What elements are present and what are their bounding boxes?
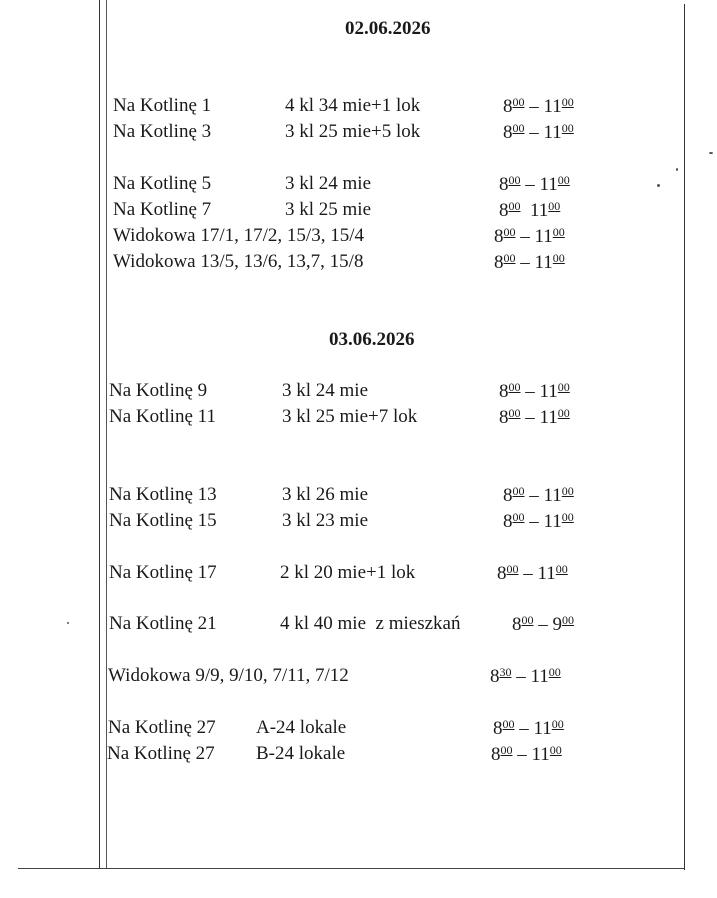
row-time: $8^{00} - 11^{00}$: [491, 743, 562, 765]
row-time: $8^{00} - 11^{00}$: [503, 484, 574, 506]
schedule-row: [0, 717, 717, 741]
row-time: $8^{00} - 11^{00}$: [494, 251, 565, 273]
row-address: Widokowa 17/1, 17/2, 15/3, 15/4: [113, 225, 364, 246]
row-address: Na Kotlinę 5: [113, 173, 212, 194]
row-time: $8^{00} - 11^{00}$: [503, 510, 574, 532]
schedule-row: [0, 225, 717, 249]
row-units: 3 kl 24 mie: [285, 173, 372, 194]
row-time: $8^{00} - 11^{00}$: [499, 406, 570, 428]
scan-speck: [709, 152, 713, 154]
schedule-row: [0, 406, 717, 430]
schedule-row: [0, 173, 717, 197]
row-address: Na Kotlinę 15: [109, 510, 217, 531]
schedule-row: [0, 743, 717, 767]
scan-speck: [657, 184, 660, 187]
row-time: $8^{00}$ $11^{00}$: [499, 199, 561, 221]
section-date-heading: 03.06.2026: [329, 329, 415, 350]
row-address: Na Kotlinę 21: [109, 613, 217, 634]
row-time: $8^{30} - 11^{00}$: [490, 665, 561, 687]
schedule-row: [0, 665, 717, 689]
schedule-row: [0, 613, 717, 637]
schedule-row: [0, 562, 717, 586]
scan-speck: [67, 622, 69, 624]
schedule-row: [0, 251, 717, 275]
row-units: 3 kl 25 mie: [285, 199, 372, 220]
row-units: 3 kl 24 mie: [282, 380, 369, 401]
row-address: Widokowa 9/9, 9/10, 7/11, 7/12: [108, 665, 349, 686]
scan-speck: [676, 168, 678, 171]
row-time: $8^{00} - 11^{00}$: [499, 380, 570, 402]
row-address: Na Kotlinę 7: [113, 199, 212, 220]
row-time: $8^{00} - 9^{00}$: [512, 613, 574, 635]
row-address: Na Kotlinę 9: [109, 380, 208, 401]
schedule-row: [0, 484, 717, 508]
row-units: A-24 lokale: [256, 717, 347, 738]
row-units: 3 kl 23 mie: [282, 510, 369, 531]
schedule-row: [0, 380, 717, 404]
row-address: Na Kotlinę 17: [109, 562, 217, 583]
row-units: B-24 lokale: [256, 743, 346, 764]
row-units: 4 kl 40 mie z mieszkań: [280, 613, 461, 634]
row-units: 4 kl 34 mie+1 lok: [285, 95, 421, 116]
row-units: 3 kl 25 mie+7 lok: [282, 406, 418, 427]
row-time: $8^{00} - 11^{00}$: [503, 121, 574, 143]
row-units: 3 kl 26 mie: [282, 484, 369, 505]
schedule-row: [0, 199, 717, 223]
row-units: 3 kl 25 mie+5 lok: [285, 121, 421, 142]
row-time: $8^{00} - 11^{00}$: [503, 95, 574, 117]
schedule-row: [0, 510, 717, 534]
row-time: $8^{00} - 11^{00}$: [499, 173, 570, 195]
schedule-row: [0, 121, 717, 145]
row-time: $8^{00} - 11^{00}$: [493, 717, 564, 739]
row-address: Widokowa 13/5, 13/6, 13,7, 15/8: [113, 251, 364, 272]
row-address: Na Kotlinę 11: [109, 406, 216, 427]
section-date-heading: 02.06.2026: [345, 18, 431, 39]
row-address: Na Kotlinę 27: [108, 717, 216, 738]
row-address: Na Kotlinę 1: [113, 95, 212, 116]
schedule-row: [0, 95, 717, 119]
row-units: 2 kl 20 mie+1 lok: [280, 562, 416, 583]
row-time: $8^{00} - 11^{00}$: [497, 562, 568, 584]
row-address: Na Kotlinę 3: [113, 121, 212, 142]
row-address: Na Kotlinę 13: [109, 484, 217, 505]
row-address: Na Kotlinę 27: [107, 743, 215, 764]
row-time: $8^{00} - 11^{00}$: [494, 225, 565, 247]
bottom-border-line: [18, 868, 685, 869]
